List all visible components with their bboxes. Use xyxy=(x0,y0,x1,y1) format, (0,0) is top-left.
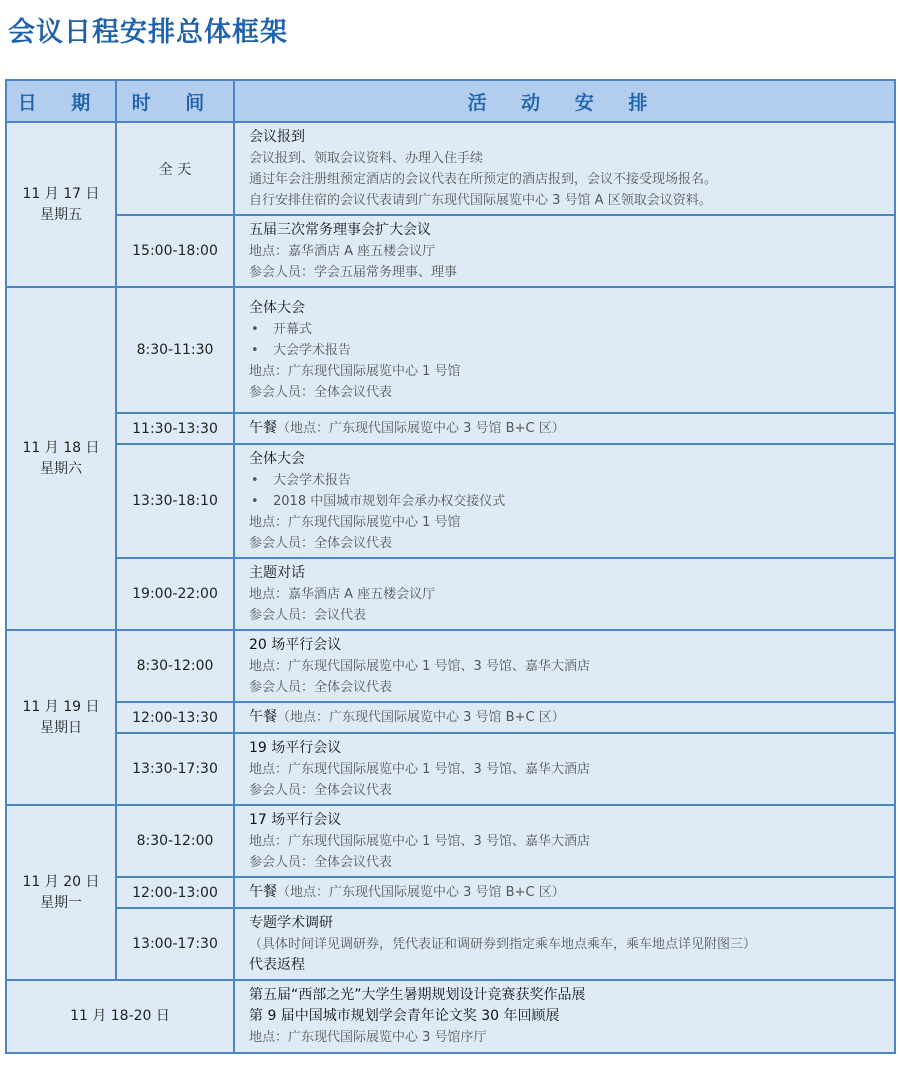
lunch-location: （地点：广东现代国际展览中心 3 号馆 B+C 区） xyxy=(277,710,565,725)
activity-line: 参会人员：全体会议代表 xyxy=(249,679,393,695)
activity-cell xyxy=(234,702,895,733)
activity-title: 19 场平行会议 xyxy=(249,739,342,756)
table-row xyxy=(6,805,895,877)
activity-line: （具体时间详见调研券，凭代表证和调研券到指定乘车地点乘车，乘车地点详见附图三） xyxy=(249,936,757,952)
date-cell: 11 月 20 日 星期一 xyxy=(6,805,116,980)
activity-cell xyxy=(234,733,895,805)
activity-cell xyxy=(234,980,895,1053)
activity-cell xyxy=(234,805,895,877)
activity-line: 地点：广东现代国际展览中心 1 号馆、3 号馆、嘉华大酒店 xyxy=(249,833,590,849)
time-cell: 13:00-17:30 xyxy=(116,908,234,980)
activity-line: 参会人员：学会五届常务理事、理事 xyxy=(249,264,458,280)
activity-line: 参会人员：全体会议代表 xyxy=(249,535,393,551)
activity-line: 参会人员：全体会议代表 xyxy=(249,384,393,400)
activity-line: 参会人员：全体会议代表 xyxy=(249,782,393,798)
activity-line: 参会人员：全体会议代表 xyxy=(249,854,393,870)
exhibition-title: 第 9 届中国城市规划学会青年论文奖 30 年回顾展 xyxy=(249,1008,560,1024)
table-header-row xyxy=(6,80,895,122)
activity-cell xyxy=(234,287,895,413)
table-row xyxy=(6,287,895,413)
lunch-label: 午餐 xyxy=(249,884,277,900)
header-date: 日 期 xyxy=(6,80,116,122)
page-title: 会议日程安排总体框架 xyxy=(8,17,288,48)
date-cell: 11 月 17 日 星期五 xyxy=(6,122,116,287)
activity-cell xyxy=(234,444,895,558)
bullet-item: • 开幕式 xyxy=(251,321,313,337)
activity-title: 17 场平行会议 xyxy=(249,811,342,828)
schedule-table xyxy=(5,79,896,1054)
activity-line: 会议报到、领取会议资料、办理入住手续 xyxy=(249,150,484,166)
time-cell: 8:30-11:30 xyxy=(116,287,234,413)
activity-footer: 代表返程 xyxy=(249,956,305,973)
time-cell: 12:00-13:30 xyxy=(116,702,234,733)
activity-line: 地点：嘉华酒店 A 座五楼会议厅 xyxy=(249,243,436,259)
activity-cell xyxy=(234,122,895,215)
time-cell: 13:30-17:30 xyxy=(116,733,234,805)
table-row xyxy=(6,444,895,558)
table-row xyxy=(6,413,895,444)
activity-title: 全体大会 xyxy=(249,299,305,316)
time-cell: 12:00-13:00 xyxy=(116,877,234,908)
exhibition-date-cell: 11 月 18-20 日 xyxy=(6,980,234,1053)
lunch-location: （地点：广东现代国际展览中心 3 号馆 B+C 区） xyxy=(277,885,565,900)
activity-cell xyxy=(234,413,895,444)
bullet-item: • 2018 中国城市规划年会承办权交接仪式 xyxy=(251,493,506,509)
activity-line: 参会人员：会议代表 xyxy=(249,607,367,623)
activity-line: 地点：广东现代国际展览中心 1 号馆、3 号馆、嘉华大酒店 xyxy=(249,761,590,777)
time-cell: 8:30-12:00 xyxy=(116,630,234,702)
bullet-item: • 大会学术报告 xyxy=(251,472,352,488)
activity-cell xyxy=(234,877,895,908)
lunch-label: 午餐 xyxy=(249,709,277,725)
time-cell: 8:30-12:00 xyxy=(116,805,234,877)
activity-title: 五届三次常务理事会扩大会议 xyxy=(249,221,431,238)
time-cell: 15:00-18:00 xyxy=(116,215,234,287)
table-row xyxy=(6,877,895,908)
activity-title: 全体大会 xyxy=(249,450,305,467)
header-time: 时 间 xyxy=(116,80,234,122)
activity-title: 20 场平行会议 xyxy=(249,636,342,653)
activity-title: 专题学术调研 xyxy=(249,914,333,931)
date-cell: 11 月 19 日 星期日 xyxy=(6,630,116,805)
time-cell: 11:30-13:30 xyxy=(116,413,234,444)
table-row xyxy=(6,908,895,980)
activity-title: 会议报到 xyxy=(249,128,305,145)
header-activity: 活 动 安 排 xyxy=(234,80,895,122)
activity-line: 地点：广东现代国际展览中心 1 号馆、3 号馆、嘉华大酒店 xyxy=(249,658,590,674)
activity-title: 主题对话 xyxy=(249,564,305,581)
bullet-item: • 大会学术报告 xyxy=(251,342,352,358)
activity-cell xyxy=(234,215,895,287)
lunch-location: （地点：广东现代国际展览中心 3 号馆 B+C 区） xyxy=(277,421,565,436)
table-row xyxy=(6,980,895,1053)
activity-line: 地点：广东现代国际展览中心 1 号馆 xyxy=(249,514,461,530)
exhibition-title: 第五届“西部之光”大学生暑期规划设计竞赛获奖作品展 xyxy=(249,987,586,1003)
activity-cell xyxy=(234,630,895,702)
time-cell: 全 天 xyxy=(116,122,234,215)
table-row xyxy=(6,215,895,287)
activity-line: 通过年会注册组预定酒店的会议代表在所预定的酒店报到，会议不接受现场报名。 xyxy=(249,171,718,187)
table-row xyxy=(6,733,895,805)
table-row xyxy=(6,558,895,630)
activity-line: 地点：广东现代国际展览中心 3 号馆序厅 xyxy=(249,1030,487,1045)
table-row xyxy=(6,122,895,215)
time-cell: 13:30-18:10 xyxy=(116,444,234,558)
activity-line: 地点：嘉华酒店 A 座五楼会议厅 xyxy=(249,586,436,602)
time-cell: 19:00-22:00 xyxy=(116,558,234,630)
activity-cell xyxy=(234,908,895,980)
lunch-label: 午餐 xyxy=(249,420,277,436)
activity-cell xyxy=(234,558,895,630)
activity-line: 自行安排住宿的会议代表请到广东现代国际展览中心 3 号馆 A 区领取会议资料。 xyxy=(249,192,712,208)
date-cell: 11 月 18 日 星期六 xyxy=(6,287,116,630)
activity-line: 地点：广东现代国际展览中心 1 号馆 xyxy=(249,363,461,379)
table-row xyxy=(6,702,895,733)
table-row xyxy=(6,630,895,702)
